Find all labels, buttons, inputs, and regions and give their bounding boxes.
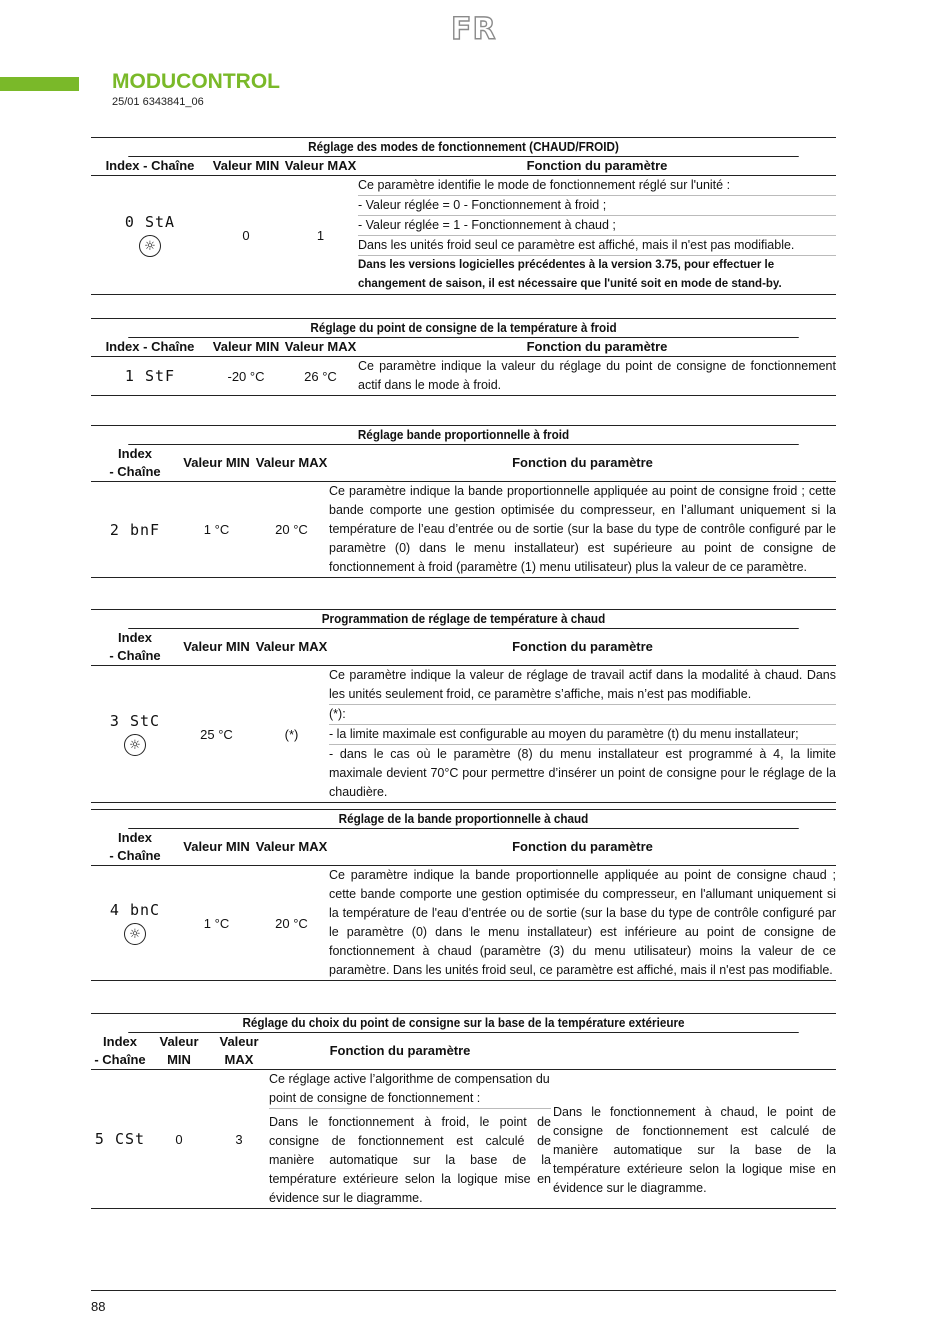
index-cell	[91, 482, 179, 577]
table-header	[91, 829, 836, 866]
brand-accent-bar	[0, 77, 79, 91]
max-value: 20 °C	[275, 915, 308, 931]
param-table-0-sta	[91, 137, 836, 295]
param-table-3-stc	[91, 609, 836, 803]
hot-mode-text: Dans le fonctionnement à chaud, le point de consigne de fonctionnement est calculé de manière automatique sur la base de la température extérieure selon la logique mise en évidence sur le diagramme.	[553, 1105, 836, 1195]
table-row	[91, 1070, 836, 1208]
description-line: Ce paramètre indique la valeur de réglage de travail actif dans la modalité à chaud. Dans les unités seulement froid, ce paramètre s’affiche, mais n’est pas modifiable.	[329, 666, 836, 705]
max-value: 1	[316, 227, 325, 243]
max-value: (*)	[284, 726, 299, 742]
index-cell	[91, 176, 209, 294]
col-max: Valeur MAX	[284, 339, 357, 354]
param-table-1-stf	[91, 318, 836, 396]
table-title: Programmation de réglage de température à chaud	[128, 610, 799, 629]
max-value: 20 °C	[275, 522, 308, 537]
min-value: -20 °C	[227, 368, 265, 384]
min-value: 25 °C	[200, 726, 233, 742]
table-header	[91, 157, 836, 176]
param-code: 0 StA	[124, 213, 176, 231]
function-description	[358, 176, 836, 294]
compensation-intro: Ce réglage active l’algorithme de compensation du point de consigne de fonctionnement :	[269, 1070, 551, 1109]
col-min: Valeur MIN	[183, 639, 250, 654]
description-line: Dans les unités froid seul ce paramètre est affiché, mais il n'est pas modifiable.	[358, 236, 836, 256]
table-header	[91, 629, 836, 666]
table-row	[91, 482, 836, 577]
min-value: 0	[242, 227, 250, 243]
sun-icon: ☼	[124, 923, 146, 945]
col-min: Valeur MIN	[212, 158, 280, 173]
col-min: Valeur MIN	[159, 1034, 199, 1067]
col-min: Valeur MIN	[212, 339, 280, 354]
col-index: Index - Chaîne	[105, 158, 195, 173]
min-value: 0	[175, 1131, 183, 1147]
col-function: Fonction du paramètre	[526, 339, 668, 354]
description-line: - Valeur réglée = 1 - Fonctionnement à chaud ;	[358, 216, 836, 236]
table-title: Réglage du choix du point de consigne sur la base de la température extérieure	[128, 1014, 799, 1033]
table-row	[91, 866, 836, 980]
sun-icon: ☼	[124, 734, 146, 756]
min-value: 1 °C	[203, 522, 230, 537]
col-index: Index - Chaîne	[109, 446, 161, 479]
col-index: Index - Chaîne	[109, 830, 161, 863]
table-header	[91, 1033, 836, 1070]
cold-mode-text: Dans le fonctionnement à froid, le point de consigne de fonctionnement est calculé de manière automatique sur la base de la température extérieure selon la logique mise en évidence sur le diagramme.	[269, 1115, 551, 1205]
table-row	[91, 666, 836, 802]
param-code: 4 bnC	[109, 901, 161, 919]
col-index: Index - Chaîne	[105, 339, 195, 354]
table-title: Réglage bande proportionnelle à froid	[128, 426, 799, 445]
param-table-5-cst	[91, 1013, 836, 1209]
col-min: Valeur MIN	[183, 839, 250, 854]
description-line: - Valeur réglée = 0 - Fonctionnement à froid ;	[358, 196, 836, 216]
index-cell	[91, 866, 179, 980]
col-index: Index - Chaîne	[109, 630, 161, 663]
max-value: 26 °C	[304, 368, 337, 384]
version-note: Dans les versions logicielles précédentes à la version 3.75, pour effectuer le changement de saison, il est nécessaire que l'unité soit en mode de stand-by.	[358, 259, 782, 290]
description-line: Ce paramètre identifie le mode de fonctionnement réglé sur l'unité :	[358, 176, 836, 196]
table-title: Réglage du point de consigne de la température à froid	[128, 319, 799, 338]
param-table-2-bnf	[91, 425, 836, 578]
col-max: Valeur MAX	[255, 455, 328, 470]
sun-icon: ☼	[139, 235, 161, 257]
description-line: - dans le cas où le paramètre (8) du menu installateur est programmé à 4, la limite maximale devient 70°C pour permettre d’insérer un point de consigne pour le réglage de la chaudière.	[329, 747, 836, 799]
max-value: 3	[235, 1131, 243, 1147]
table-title: Réglage des modes de fonctionnement (CHAUD/FROID)	[128, 138, 799, 157]
function-description	[329, 666, 836, 802]
col-max: Valeur MAX	[255, 839, 328, 854]
param-code: 2 bnF	[109, 520, 161, 539]
table-header	[91, 338, 836, 357]
brand-title: MODUCONTROL	[112, 70, 280, 93]
col-function: Fonction du paramètre	[512, 639, 653, 654]
description-line: (*):	[329, 705, 836, 725]
col-function: Fonction du paramètre	[329, 1043, 471, 1058]
function-description: Ce paramètre indique la bande proportionnelle appliquée au point de consigne froid ; cette bande comporte une gestion optimisée du compresseur, en l’allumant uniquement si la température de l’eau d’entrée ou de sortie (sur la base du type de contrôle configuré par le paramètre (0) dans le menu installateur) est supérieure au point de consigne de fonctionnement à froid (paramètre (1) menu utilisateur) plus la valeur de ce paramètre.	[329, 484, 836, 574]
col-max: Valeur MAX	[284, 158, 357, 173]
col-max: Valeur MAX	[255, 639, 328, 654]
table-title: Réglage de la bande proportionnelle à chaud	[128, 810, 799, 829]
function-description	[269, 1070, 836, 1208]
description-line: - la limite maximale est configurable au moyen du paramètre (t) du menu installateur;	[329, 725, 836, 745]
page-number: 88	[91, 1299, 106, 1314]
param-table-4-bnc	[91, 809, 836, 981]
param-code: 3 StC	[109, 712, 161, 730]
col-index: Index - Chaîne	[94, 1034, 146, 1067]
function-description: Ce paramètre indique la valeur du réglage du point de consigne de fonctionnement actif dans le mode à froid.	[358, 359, 836, 392]
document-reference: 25/01 6343841_06	[112, 96, 204, 108]
col-min: Valeur MIN	[183, 455, 250, 470]
index-cell	[91, 666, 179, 802]
param-code: 1 StF	[124, 367, 176, 385]
index-cell	[91, 357, 209, 395]
param-code: 5 CSt	[94, 1130, 146, 1148]
col-function: Fonction du paramètre	[512, 839, 653, 854]
col-function: Fonction du paramètre	[526, 158, 668, 173]
col-function: Fonction du paramètre	[512, 455, 653, 470]
language-label: FR	[451, 12, 497, 47]
table-row	[91, 357, 836, 395]
min-value: 1 °C	[203, 915, 230, 931]
function-description: Ce paramètre indique la bande proportionnelle appliquée au point de consigne chaud ; cette bande comporte une gestion optimisée du compresseur, en l'allumant uniquement si la température de l'eau d'entrée ou de sortie (sur la base du type de contrôle configuré par le paramètre (0) dans le menu installateur) est inférieure au point de consigne de fonctionnement à chaud (paramètre (3) du menu utilisateur) moins la valeur de ce paramètre. Dans les unités froid seul, ce paramètre est affiché, mais il n'est pas modifiable.	[329, 868, 836, 977]
table-header	[91, 445, 836, 482]
index-cell	[91, 1070, 149, 1208]
table-row	[91, 176, 836, 294]
footer-divider	[91, 1290, 836, 1291]
col-max: Valeur MAX	[219, 1034, 259, 1067]
